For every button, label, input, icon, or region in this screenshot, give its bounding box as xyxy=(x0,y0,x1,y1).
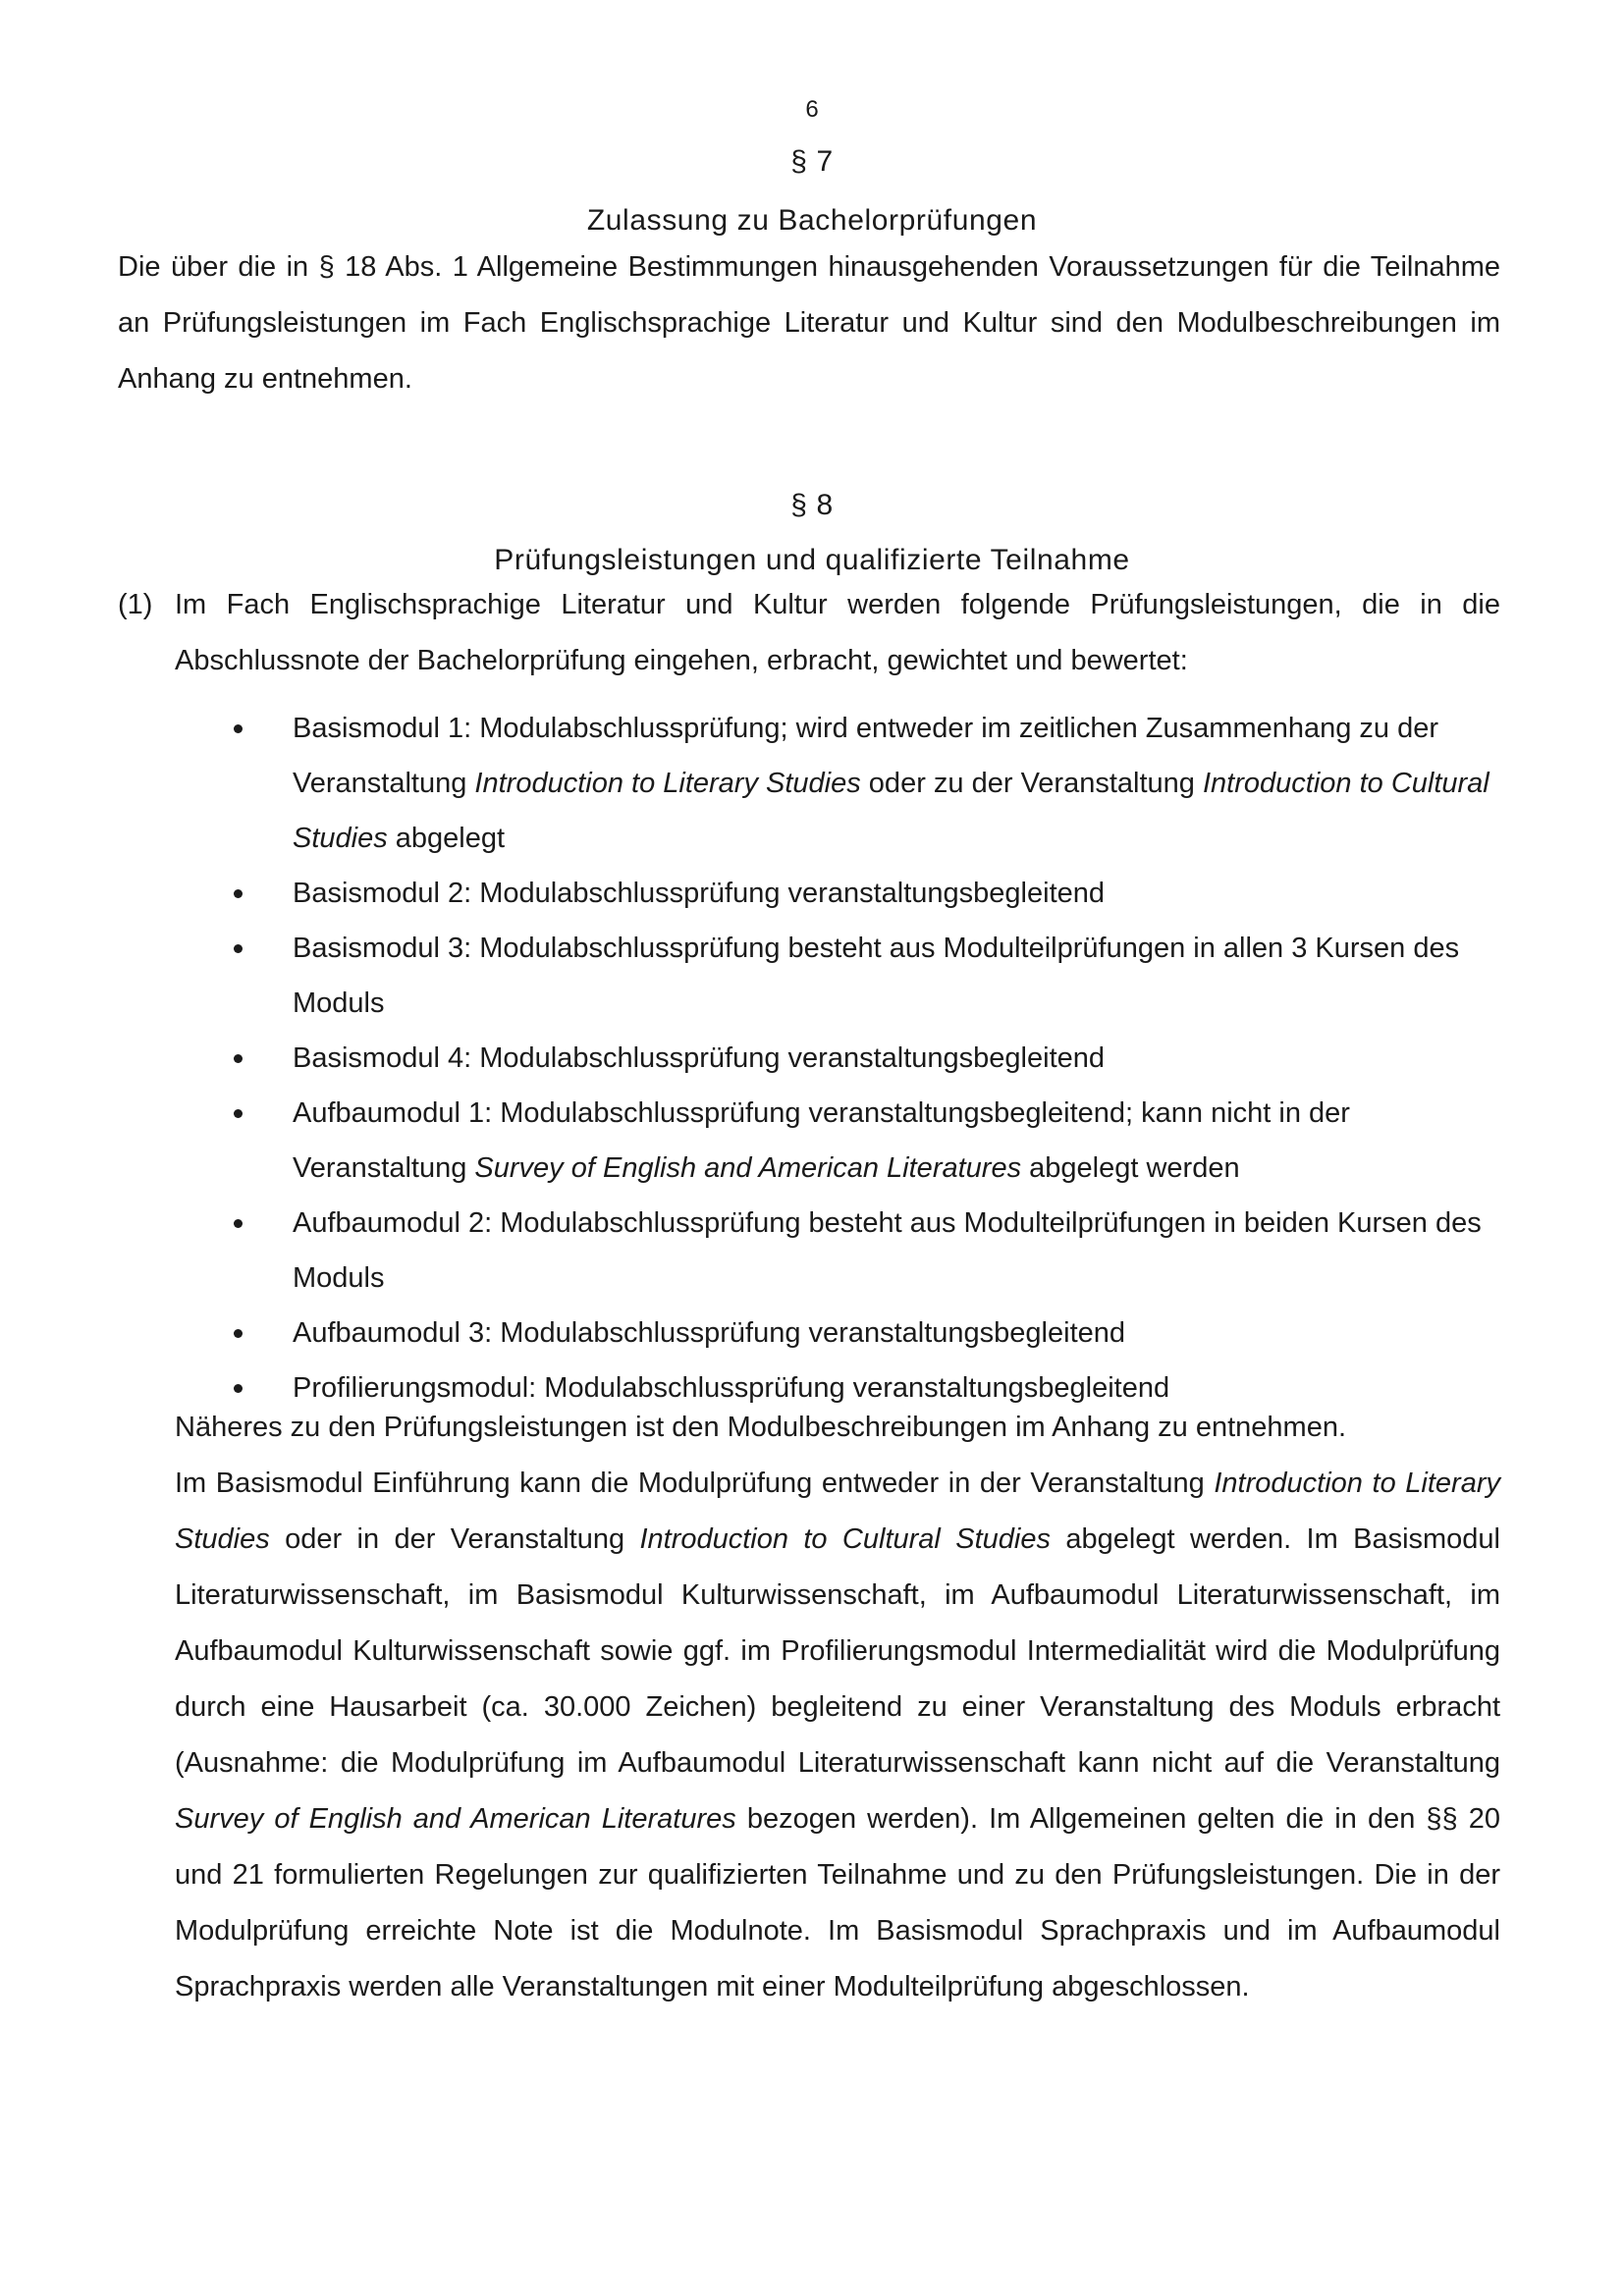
section-8-symbol: § 8 xyxy=(790,489,834,521)
bullet-icon xyxy=(234,1109,243,1118)
list-item: Basismodul 4: Modulabschlussprüfung veranstaltungsbegleitend xyxy=(232,1031,1508,1086)
list-item: Basismodul 3: Modulabschlussprüfung besteht aus Modulteilprüfungen in allen 3 Kursen des Moduls xyxy=(232,921,1508,1031)
details-paragraph: Im Basismodul Einführung kann die Modulprüfung entweder in der Veranstaltung Introduction to Literary Studies oder in der Veranstaltung Introduction to Cultural Studies abgelegt werden. Im Basismodul Literaturwissenschaft, im Basismodul Kulturwissenschaft, im Aufbaumodul Literaturwissenschaft, im Aufbaumodul Kulturwissenschaft sowie ggf. im Profilierungsmodul Intermedialität wird die Modulprüfung durch eine Hausarbeit (ca. 30.000 Zeichen) begleitend zu einer Veranstaltung des Moduls erbracht (Ausnahme: die Modulprüfung im Aufbaumodul Literaturwissenschaft kann nicht auf die Veranstaltung Survey of English and American Literatures bezogen werden). Im Allgemeinen gelten die in den §§ 20 und 21 formulierten Regelungen zur qualifizierten Teilnahme und zu den Prüfungsleistungen. Die in der Modulprüfung erreichte Note ist die Modulnote. Im Basismodul Sprachpraxis und im Aufbaumodul Sprachpraxis werden alle Veranstaltungen mit einer Modulteilprüfung abgeschlossen. xyxy=(175,1468,1500,2002)
list-item: Aufbaumodul 1: Modulabschlussprüfung veranstaltungsbegleitend; kann nicht in der Veranstaltung Survey of English and American Literatures abgelegt werden xyxy=(232,1086,1508,1196)
list-item: Basismodul 2: Modulabschlussprüfung veranstaltungsbegleitend xyxy=(232,866,1508,921)
list-item: Aufbaumodul 2: Modulabschlussprüfung besteht aus Modulteilprüfungen in beiden Kursen des Moduls xyxy=(232,1196,1508,1306)
exam-list xyxy=(232,701,1508,1415)
bullet-icon xyxy=(234,1329,243,1338)
bullet-icon xyxy=(234,724,243,733)
list-item: Aufbaumodul 3: Modulabschlussprüfung veranstaltungsbegleitend xyxy=(232,1306,1508,1361)
list-item: Basismodul 1: Modulabschlussprüfung; wird entweder im zeitlichen Zusammenhang zu der Veranstaltung Introduction to Literary Studies oder zu der Veranstaltung Introduction to Cultural Studies abgelegt xyxy=(232,701,1508,866)
section-7-title: Zulassung zu Bachelorprüfungen xyxy=(586,204,1038,237)
section-8-title: Prüfungsleistungen und qualifizierte Teilnahme xyxy=(494,544,1130,576)
item-1-intro xyxy=(175,577,1500,689)
section-7-text: Die über die in § 18 Abs. 1 Allgemeine Bestimmungen hinausgehenden Voraussetzungen für die Teilnahme an Prüfungsleistungen im Fach Englischsprachige Literatur und Kultur sind den Modulbeschreibungen im Anhang zu entnehmen. xyxy=(118,251,1500,395)
list-item: Profilierungsmodul: Modulabschlussprüfung veranstaltungsbegleitend xyxy=(232,1361,1508,1415)
bullet-icon xyxy=(234,1219,243,1228)
item-1-label: (1) xyxy=(118,589,153,620)
page-number: 6 xyxy=(805,96,819,123)
bullet-icon xyxy=(234,1054,243,1063)
bullet-icon xyxy=(234,889,243,898)
details-section xyxy=(175,1400,1500,2015)
details-intro: Näheres zu den Prüfungsleistungen ist den Modulbeschreibungen im Anhang zu entnehmen. xyxy=(175,1412,1347,1443)
section-7-paragraph xyxy=(118,240,1500,407)
bullet-icon xyxy=(234,1384,243,1393)
item-1-intro-text: Im Fach Englischsprachige Literatur und Kultur werden folgende Prüfungsleistungen, die in die Abschlussnote der Bachelorprüfung eingehen, erbracht, gewichtet und bewertet: xyxy=(175,589,1500,676)
bullet-icon xyxy=(234,944,243,953)
section-7-symbol: § 7 xyxy=(790,145,834,178)
